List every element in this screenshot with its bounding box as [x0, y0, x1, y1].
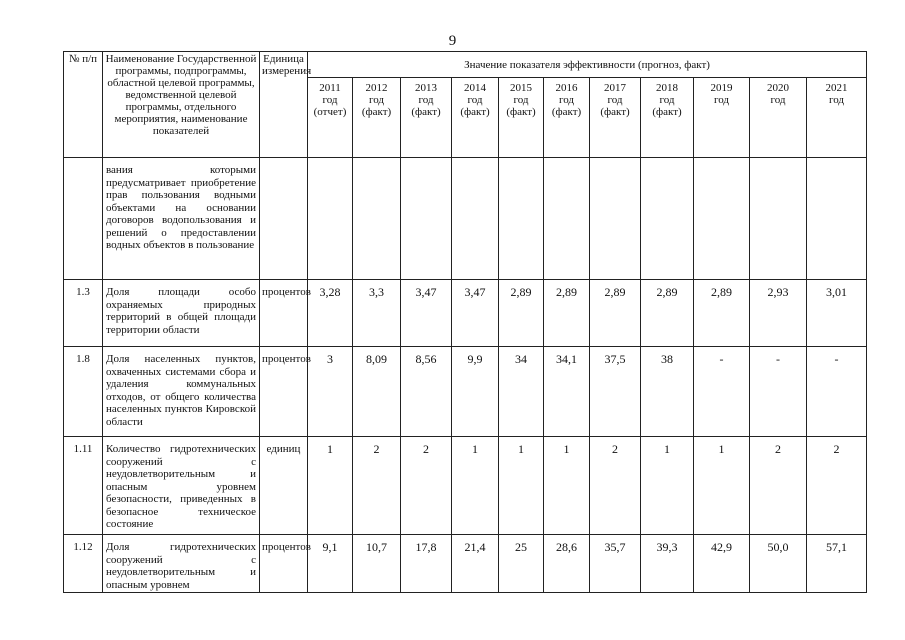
value-cell-2021: 3,01 [807, 280, 867, 347]
row-number: 1.8 [64, 347, 103, 437]
indicator-name: вания которыми предусматривает приобретение прав пользования водными объектами на основании договоров водопользования и решений о предоставлении водных объектов в пользование [103, 158, 260, 280]
value-cell-2016 [544, 158, 590, 280]
value-cell-2012: 8,09 [353, 347, 401, 437]
value-cell-2019: 2,89 [694, 280, 750, 347]
value-cell-2014 [452, 158, 499, 280]
header-year-unit: год [513, 94, 529, 106]
value-cell-2018: 39,3 [641, 535, 694, 593]
header-year-note: (факт) [361, 106, 392, 118]
indicator-table [63, 51, 867, 593]
value-cell-2020: 2 [750, 437, 807, 535]
row-number: 1.11 [64, 437, 103, 535]
value-cell-2014: 9,9 [452, 347, 499, 437]
value-cell-2013: 3,47 [401, 280, 452, 347]
header-year-2014 [452, 78, 499, 158]
header-year-note: (факт) [551, 106, 582, 118]
value-cell-2011: 3,28 [308, 280, 353, 347]
value-cell-2018: 1 [641, 437, 694, 535]
value-cell-2013: 17,8 [401, 535, 452, 593]
header-year-year: 2016 [555, 82, 578, 94]
header-year-2012 [353, 78, 401, 158]
indicator-name: Доля площади особо охраняемых природных территорий в общей площади территории области [103, 280, 260, 347]
header-year-year: 2012 [365, 82, 388, 94]
value-cell-2012 [353, 158, 401, 280]
value-cell-2012: 2 [353, 437, 401, 535]
value-cell-2015: 2,89 [499, 280, 544, 347]
value-cell-2020: - [750, 347, 807, 437]
header-year-2017 [590, 78, 641, 158]
header-year-2013 [401, 78, 452, 158]
value-cell-2012: 10,7 [353, 535, 401, 593]
value-cell-2016: 28,6 [544, 535, 590, 593]
header-year-2021 [807, 78, 867, 158]
header-year-unit: год [418, 94, 434, 106]
value-cell-2013 [401, 158, 452, 280]
header-year-2016 [544, 78, 590, 158]
header-year-unit: год [659, 94, 675, 106]
value-cell-2015 [499, 158, 544, 280]
table-row [64, 535, 867, 593]
value-cell-2016: 2,89 [544, 280, 590, 347]
header-year-unit: год [558, 94, 575, 106]
value-cell-2015: 1 [499, 437, 544, 535]
table-row [64, 437, 867, 535]
value-cell-2016: 34,1 [544, 347, 590, 437]
header-year-year: 2021 [825, 82, 848, 94]
value-cell-2013: 8,56 [401, 347, 452, 437]
header-year-note: (факт) [460, 106, 490, 118]
value-cell-2015: 34 [499, 347, 544, 437]
unit-of-measure: процентов [260, 535, 308, 593]
header-year-2015 [499, 78, 544, 158]
value-cell-2016: 1 [544, 437, 590, 535]
unit-of-measure [260, 158, 308, 280]
header-year-year: 2020 [767, 82, 789, 94]
value-cell-2014: 1 [452, 437, 499, 535]
indicator-name: Количество гидротехнических сооружений с неудовлетворительным и опасным уровнем безопасности, приведенных в безопасное техническое состояние [103, 437, 260, 535]
header-year-year: 2011 [319, 82, 341, 94]
header-year-year: 2018 [656, 82, 678, 94]
value-cell-2020: 50,0 [750, 535, 807, 593]
value-cell-2019: 42,9 [694, 535, 750, 593]
indicator-name: Доля гидротехнических сооружений с неудовлетворительным и опасным уровнем [103, 535, 260, 593]
value-cell-2015: 25 [499, 535, 544, 593]
value-cell-2012: 3,3 [353, 280, 401, 347]
header-values: Значение показателя эффективности (прогноз, факт) [308, 52, 867, 78]
header-year-year: 2019 [710, 82, 733, 94]
header-year-note: (отчет) [313, 106, 347, 118]
header-year-unit: год [467, 94, 483, 106]
value-cell-2011: 3 [308, 347, 353, 437]
value-cell-2017: 2,89 [590, 280, 641, 347]
header-year-note: (факт) [411, 106, 441, 118]
value-cell-2019: - [694, 347, 750, 437]
header-year-unit: год [770, 94, 786, 106]
header-unit: Единица измерения [260, 52, 308, 158]
indicator-name: Доля населенных пунктов, охваченных системами сбора и удаления коммунальных отходов, от общего количества населенных пунктов Кировской области [103, 347, 260, 437]
header-year-unit: год [368, 94, 385, 106]
value-cell-2021 [807, 158, 867, 280]
table-row [64, 280, 867, 347]
value-cell-2021: - [807, 347, 867, 437]
header-year-note: (факт) [652, 106, 682, 118]
unit-of-measure: процентов [260, 280, 308, 347]
value-cell-2014: 3,47 [452, 280, 499, 347]
value-cell-2021: 2 [807, 437, 867, 535]
row-number: 1.3 [64, 280, 103, 347]
value-cell-2017: 2 [590, 437, 641, 535]
header-year-unit: год [322, 94, 338, 106]
header-year-year: 2013 [415, 82, 437, 94]
value-cell-2014: 21,4 [452, 535, 499, 593]
value-cell-2017: 35,7 [590, 535, 641, 593]
unit-of-measure: единиц [260, 437, 308, 535]
value-cell-2018: 38 [641, 347, 694, 437]
value-cell-2020: 2,93 [750, 280, 807, 347]
row-number: 1.12 [64, 535, 103, 593]
row-number [64, 158, 103, 280]
value-cell-2013: 2 [401, 437, 452, 535]
header-year-2018 [641, 78, 694, 158]
header-year-unit: год [829, 94, 845, 106]
value-cell-2011: 9,1 [308, 535, 353, 593]
value-cell-2019 [694, 158, 750, 280]
header-year-2011 [308, 78, 353, 158]
header-year-2019 [694, 78, 750, 158]
value-cell-2021: 57,1 [807, 535, 867, 593]
page-number: 9 [448, 33, 457, 49]
table-row [64, 158, 867, 280]
table-row [64, 347, 867, 437]
unit-of-measure: процентов [260, 347, 308, 437]
value-cell-2019: 1 [694, 437, 750, 535]
header-year-unit: год [607, 94, 623, 106]
header-year-note: (факт) [600, 106, 630, 118]
header-year-unit: год [713, 94, 730, 106]
value-cell-2018: 2,89 [641, 280, 694, 347]
header-year-year: 2014 [464, 82, 486, 94]
value-cell-2017: 37,5 [590, 347, 641, 437]
value-cell-2011 [308, 158, 353, 280]
value-cell-2017 [590, 158, 641, 280]
header-year-2020 [750, 78, 807, 158]
header-year-note: (факт) [506, 106, 536, 118]
header-name: Наименование Государственной программы, подпрограммы, областной целевой программы, ведомственной целевой программы, отдельного мероприятия, наименование показателей [103, 52, 260, 158]
header-year-year: 2015 [510, 82, 532, 94]
header-year-year: 2017 [604, 82, 626, 94]
value-cell-2011: 1 [308, 437, 353, 535]
header-number: № п/п [64, 52, 103, 158]
value-cell-2020 [750, 158, 807, 280]
value-cell-2018 [641, 158, 694, 280]
